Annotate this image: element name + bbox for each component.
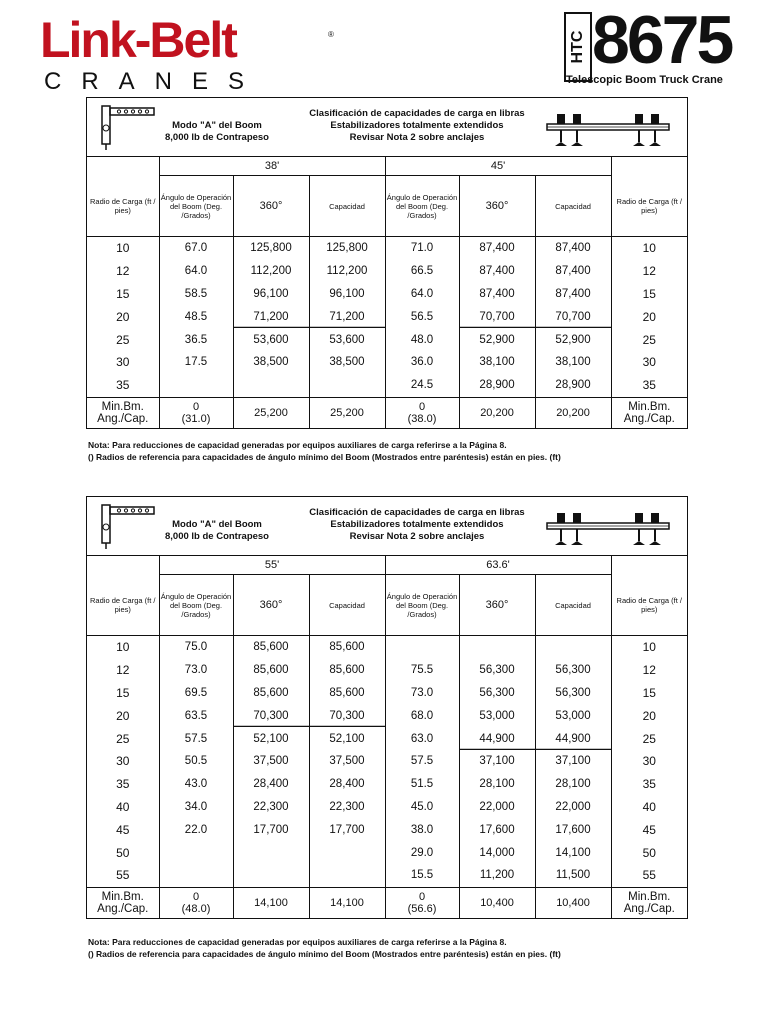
counterweight-line: 8,000 lb de Contrapeso xyxy=(164,531,269,542)
radius-header: Radio de Carga (ft / pies) xyxy=(87,176,159,237)
radius-cell: 30 xyxy=(116,355,130,370)
angle-cell: 24.5 xyxy=(385,374,459,397)
cap-360-cell: 28,900 xyxy=(459,374,535,397)
capacity-cell xyxy=(535,636,611,659)
min-cap-360: 25,200 xyxy=(233,397,309,428)
angle-cell: 45.0 xyxy=(385,796,459,819)
radius-cell-right: 30 xyxy=(611,750,687,773)
table-row xyxy=(87,659,687,682)
table-row xyxy=(87,750,687,773)
cap-360-cell: 96,100 xyxy=(233,283,309,306)
angle-cell: 15.5 xyxy=(385,864,459,887)
radius-cell-right: 20 xyxy=(611,305,687,328)
cap-360-cell: 53,600 xyxy=(233,328,309,351)
min-angle: 0 xyxy=(418,890,426,903)
cap-360-cell: 70,300 xyxy=(233,704,309,727)
angle-cell: 48.0 xyxy=(385,328,459,351)
radius-header-right: Radio de Carga (ft / pies) xyxy=(611,176,687,237)
title-line: Clasificación de capacidades de carga en libras xyxy=(309,507,525,518)
radius-cell: 40 xyxy=(116,799,130,814)
cap-360-cell xyxy=(233,841,309,864)
cap-360-cell: 44,900 xyxy=(459,727,535,750)
radius-cell-right: 10 xyxy=(611,636,687,659)
angle-cell: 48.5 xyxy=(159,305,233,328)
table-row xyxy=(87,237,687,260)
chart-notes xyxy=(88,439,561,463)
radius-cell-right: 55 xyxy=(611,864,687,887)
angle-cell: 63.5 xyxy=(159,704,233,727)
radius-cell-right: 35 xyxy=(611,374,687,397)
radius-cell-right: 15 xyxy=(611,283,687,306)
radius-cell: 15 xyxy=(116,685,130,700)
note-line: () Radios de referencia para capacidades de ángulo mínimo del Boom (Mostrados entre paréntesis) están en pies. (ft) xyxy=(88,452,561,462)
capacity-cell: 38,100 xyxy=(535,351,611,374)
cap-360-cell xyxy=(459,636,535,659)
min-angle: 0 xyxy=(418,400,426,413)
min-cap-360: 20,200 xyxy=(459,397,535,428)
radius-cell: 12 xyxy=(116,264,130,279)
min-capacity: 14,100 xyxy=(309,887,385,918)
radius-cell-right: 12 xyxy=(611,260,687,283)
min-boom-row xyxy=(87,397,687,428)
cap-360-cell: 125,800 xyxy=(233,237,309,260)
radius-cell-right: 10 xyxy=(611,237,687,260)
chart-header xyxy=(87,497,687,556)
angle-header: Ángulo de Operación del Boom (Deg. /Grados) xyxy=(385,176,459,237)
outrigger-diagram xyxy=(543,505,673,549)
angle-cell: 71.0 xyxy=(385,237,459,260)
capacity-cell: 22,000 xyxy=(535,796,611,819)
radius-cell: 50 xyxy=(116,845,130,860)
min-angle-cell xyxy=(385,887,459,918)
cap-360-cell: 52,900 xyxy=(459,328,535,351)
radius-header: Radio de Carga (ft / pies) xyxy=(87,575,159,636)
radius-cell: 10 xyxy=(116,640,130,655)
angle-cell: 29.0 xyxy=(385,841,459,864)
capacity-cell: 85,600 xyxy=(309,636,385,659)
capacity-cell: 28,400 xyxy=(309,773,385,796)
capacity-table xyxy=(87,157,687,428)
angle-cell: 43.0 xyxy=(159,773,233,796)
capacity-cell: 17,700 xyxy=(309,818,385,841)
min-angle-cell xyxy=(385,397,459,428)
load-chart-38-45 xyxy=(86,97,688,429)
radius-cell: 20 xyxy=(116,708,130,723)
angle-cell: 36.5 xyxy=(159,328,233,351)
col-360-header: 360° xyxy=(459,176,535,237)
radius-cell: 45 xyxy=(116,822,130,837)
capacity-cell xyxy=(309,841,385,864)
radius-cell-right: 45 xyxy=(611,818,687,841)
chart-title xyxy=(257,108,577,144)
title-line: Revisar Nota 2 sobre anclajes xyxy=(349,531,485,542)
angle-cell: 69.5 xyxy=(159,682,233,705)
table-row xyxy=(87,773,687,796)
capacity-header: Capacidad xyxy=(309,176,385,237)
min-cap-360: 14,100 xyxy=(233,887,309,918)
capacity-table xyxy=(87,556,687,918)
cap-360-cell: 14,000 xyxy=(459,841,535,864)
table-row xyxy=(87,704,687,727)
radius-cell-right: 35 xyxy=(611,773,687,796)
capacity-cell: 70,300 xyxy=(309,704,385,727)
boom-length-a: 55' xyxy=(159,556,385,575)
cap-360-cell: 22,000 xyxy=(459,796,535,819)
cap-360-cell: 17,700 xyxy=(233,818,309,841)
capacity-cell: 37,500 xyxy=(309,750,385,773)
cap-360-cell: 38,100 xyxy=(459,351,535,374)
angle-cell: 56.5 xyxy=(385,305,459,328)
angle-cell: 22.0 xyxy=(159,818,233,841)
capacity-cell: 52,100 xyxy=(309,727,385,750)
cap-360-cell: 56,300 xyxy=(459,682,535,705)
cap-360-cell: 17,600 xyxy=(459,818,535,841)
angle-cell: 57.5 xyxy=(159,727,233,750)
capacity-cell: 56,300 xyxy=(535,659,611,682)
table-row xyxy=(87,374,687,397)
radius-cell-right: 12 xyxy=(611,659,687,682)
angle-header: Ángulo de Operación del Boom (Deg. /Grados) xyxy=(159,575,233,636)
capacity-cell: 53,600 xyxy=(309,328,385,351)
chart-header xyxy=(87,98,687,157)
capacity-cell xyxy=(309,864,385,887)
note-line: Nota: Para reducciones de capacidad generadas por equipos auxiliares de carga referirse a la Página 8. xyxy=(88,440,507,450)
radius-cell-right: 25 xyxy=(611,328,687,351)
radius-cell: 20 xyxy=(116,309,130,324)
min-boom-label xyxy=(87,887,159,918)
col-360-header: 360° xyxy=(233,575,309,636)
radius-cell: 12 xyxy=(116,663,130,678)
table-row xyxy=(87,864,687,887)
radius-cell-right: 20 xyxy=(611,704,687,727)
radius-cell: 35 xyxy=(116,777,130,792)
outrigger-diagram xyxy=(543,106,673,150)
min-boom-line: Min.Bm. xyxy=(628,400,671,413)
capacity-cell: 87,400 xyxy=(535,237,611,260)
angle-cell: 38.0 xyxy=(385,818,459,841)
angle-cap-line: Ang./Cap. xyxy=(623,412,675,425)
capacity-cell: 17,600 xyxy=(535,818,611,841)
boom-length-a: 38' xyxy=(159,157,385,176)
counterweight-line: 8,000 lb de Contrapeso xyxy=(164,132,269,143)
table-row xyxy=(87,682,687,705)
load-chart-55-63 xyxy=(86,496,688,919)
cap-360-cell: 70,700 xyxy=(459,305,535,328)
radius-cell-right: 25 xyxy=(611,727,687,750)
capacity-cell: 28,100 xyxy=(535,773,611,796)
capacity-cell: 14,100 xyxy=(535,841,611,864)
radius-cell-right: 30 xyxy=(611,351,687,374)
angle-cap-line: Ang./Cap. xyxy=(623,902,675,915)
min-angle-radius: (56.6) xyxy=(407,902,437,915)
note-line: () Radios de referencia para capacidades de ángulo mínimo del Boom (Mostrados entre paréntesis) están en pies. (ft) xyxy=(88,949,561,959)
title-line: Estabilizadores totalmente extendidos xyxy=(330,120,504,131)
capacity-cell: 125,800 xyxy=(309,237,385,260)
title-line: Revisar Nota 2 sobre anclajes xyxy=(349,132,485,143)
angle-cell: 57.5 xyxy=(385,750,459,773)
radius-header-right: Radio de Carga (ft / pies) xyxy=(611,575,687,636)
mode-line: Modo "A" del Boom xyxy=(172,120,262,131)
capacity-header: Capacidad xyxy=(309,575,385,636)
min-boom-line: Min.Bm. xyxy=(101,890,144,903)
col-360-header: 360° xyxy=(459,575,535,636)
radius-cell-right: 15 xyxy=(611,682,687,705)
table-row xyxy=(87,283,687,306)
capacity-cell: 70,700 xyxy=(535,305,611,328)
cap-360-cell xyxy=(233,374,309,397)
capacity-cell: 112,200 xyxy=(309,260,385,283)
table-row xyxy=(87,351,687,374)
min-boom-label-right xyxy=(611,397,687,428)
model-prefix-box xyxy=(564,12,592,82)
link-belt-logo xyxy=(40,12,334,95)
cap-360-cell: 22,300 xyxy=(233,796,309,819)
brand-subtitle: CRANES xyxy=(44,68,265,95)
angle-cell: 68.0 xyxy=(385,704,459,727)
cap-360-cell: 37,500 xyxy=(233,750,309,773)
radius-cell: 25 xyxy=(116,332,130,347)
min-boom-line: Min.Bm. xyxy=(628,890,671,903)
capacity-cell: 87,400 xyxy=(535,283,611,306)
cap-360-cell: 87,400 xyxy=(459,283,535,306)
capacity-cell: 52,900 xyxy=(535,328,611,351)
cap-360-cell: 85,600 xyxy=(233,636,309,659)
min-capacity: 20,200 xyxy=(535,397,611,428)
cap-360-cell: 56,300 xyxy=(459,659,535,682)
table-row xyxy=(87,841,687,864)
angle-cell: 75.0 xyxy=(159,636,233,659)
capacity-cell: 38,500 xyxy=(309,351,385,374)
cap-360-cell: 85,600 xyxy=(233,682,309,705)
min-boom-label-right xyxy=(611,887,687,918)
cap-360-cell: 53,000 xyxy=(459,704,535,727)
cap-360-cell: 87,400 xyxy=(459,260,535,283)
radius-cell-right: 50 xyxy=(611,841,687,864)
chart-title xyxy=(257,507,577,543)
model-prefix: HTC xyxy=(569,30,586,64)
cap-360-cell: 87,400 xyxy=(459,237,535,260)
table-row xyxy=(87,818,687,841)
capacity-cell: 37,100 xyxy=(535,750,611,773)
min-capacity: 25,200 xyxy=(309,397,385,428)
cap-360-cell: 112,200 xyxy=(233,260,309,283)
radius-cell: 15 xyxy=(116,286,130,301)
angle-cell xyxy=(159,841,233,864)
min-boom-row xyxy=(87,887,687,918)
angle-cell: 73.0 xyxy=(385,682,459,705)
angle-cap-line: Ang./Cap. xyxy=(97,902,149,915)
min-angle: 0 xyxy=(192,400,200,413)
title-line: Estabilizadores totalmente extendidos xyxy=(330,519,504,530)
radius-cell-right: 40 xyxy=(611,796,687,819)
mode-line: Modo "A" del Boom xyxy=(172,519,262,530)
capacity-cell: 53,000 xyxy=(535,704,611,727)
radius-cell: 25 xyxy=(116,731,130,746)
capacity-cell: 28,900 xyxy=(535,374,611,397)
angle-cell: 75.5 xyxy=(385,659,459,682)
model-logo xyxy=(562,2,762,90)
capacity-cell: 22,300 xyxy=(309,796,385,819)
min-angle: 0 xyxy=(192,890,200,903)
angle-cell xyxy=(385,636,459,659)
capacity-cell xyxy=(309,374,385,397)
min-capacity: 10,400 xyxy=(535,887,611,918)
capacity-header: Capacidad xyxy=(535,575,611,636)
radius-cell: 10 xyxy=(116,241,130,256)
table-row xyxy=(87,305,687,328)
angle-cell: 58.5 xyxy=(159,283,233,306)
chart-notes xyxy=(88,936,561,960)
cap-360-cell: 71,200 xyxy=(233,305,309,328)
cap-360-cell: 11,200 xyxy=(459,864,535,887)
angle-cell: 50.5 xyxy=(159,750,233,773)
boom-length-b: 45' xyxy=(385,157,611,176)
min-angle-cell xyxy=(159,397,233,428)
angle-cell: 34.0 xyxy=(159,796,233,819)
angle-header: Ángulo de Operación del Boom (Deg. /Grados) xyxy=(159,176,233,237)
col-360-header: 360° xyxy=(233,176,309,237)
capacity-cell: 96,100 xyxy=(309,283,385,306)
angle-cell: 36.0 xyxy=(385,351,459,374)
min-angle-cell xyxy=(159,887,233,918)
cap-360-cell: 85,600 xyxy=(233,659,309,682)
capacity-cell: 71,200 xyxy=(309,305,385,328)
capacity-cell: 11,500 xyxy=(535,864,611,887)
angle-cell: 51.5 xyxy=(385,773,459,796)
table-row xyxy=(87,636,687,659)
boom-length-b: 63.6' xyxy=(385,556,611,575)
angle-cell xyxy=(159,864,233,887)
angle-cell: 66.5 xyxy=(385,260,459,283)
brand-name: Link-Belt xyxy=(40,12,236,68)
radius-cell: 30 xyxy=(116,754,130,769)
angle-cell: 73.0 xyxy=(159,659,233,682)
capacity-cell: 85,600 xyxy=(309,682,385,705)
table-row xyxy=(87,796,687,819)
table-row xyxy=(87,328,687,351)
table-row xyxy=(87,260,687,283)
cap-360-cell xyxy=(233,864,309,887)
angle-cell xyxy=(159,374,233,397)
table-row xyxy=(87,727,687,750)
angle-cell: 63.0 xyxy=(385,727,459,750)
note-line: Nota: Para reducciones de capacidad generadas por equipos auxiliares de carga referirse a la Página 8. xyxy=(88,937,507,947)
capacity-cell: 56,300 xyxy=(535,682,611,705)
cap-360-cell: 52,100 xyxy=(233,727,309,750)
cap-360-cell: 28,100 xyxy=(459,773,535,796)
angle-cell: 17.5 xyxy=(159,351,233,374)
angle-header: Ángulo de Operación del Boom (Deg. /Grados) xyxy=(385,575,459,636)
title-line: Clasificación de capacidades de carga en libras xyxy=(309,108,525,119)
cap-360-cell: 28,400 xyxy=(233,773,309,796)
radius-cell: 55 xyxy=(116,868,130,883)
min-boom-label xyxy=(87,397,159,428)
capacity-cell: 85,600 xyxy=(309,659,385,682)
cap-360-cell: 37,100 xyxy=(459,750,535,773)
angle-cap-line: Ang./Cap. xyxy=(97,412,149,425)
capacity-header: Capacidad xyxy=(535,176,611,237)
angle-cell: 67.0 xyxy=(159,237,233,260)
angle-cell: 64.0 xyxy=(385,283,459,306)
min-cap-360: 10,400 xyxy=(459,887,535,918)
registered-mark: ® xyxy=(328,30,334,39)
capacity-cell: 44,900 xyxy=(535,727,611,750)
min-boom-line: Min.Bm. xyxy=(101,400,144,413)
min-angle-radius: (38.0) xyxy=(407,412,437,425)
radius-cell: 35 xyxy=(116,378,130,393)
model-number: 8675 xyxy=(592,2,732,78)
min-angle-radius: (31.0) xyxy=(181,412,211,425)
min-angle-radius: (48.0) xyxy=(181,902,211,915)
model-tagline: Telescopic Boom Truck Crane xyxy=(566,74,723,86)
capacity-cell: 87,400 xyxy=(535,260,611,283)
cap-360-cell: 38,500 xyxy=(233,351,309,374)
angle-cell: 64.0 xyxy=(159,260,233,283)
